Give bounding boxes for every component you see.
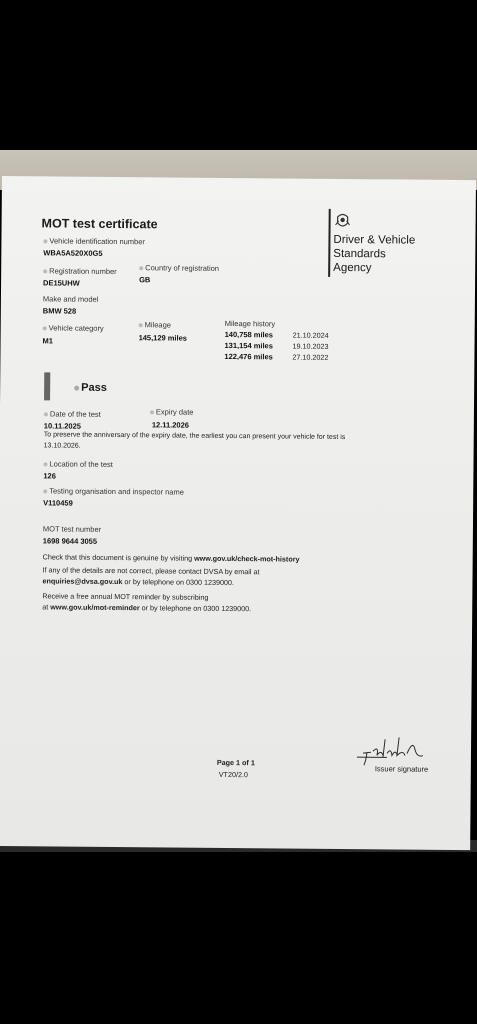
category-label: Vehicle category	[43, 323, 104, 333]
history-row-1-miles: 140,758 miles	[224, 329, 274, 340]
agency-line-3: Agency	[333, 261, 372, 275]
history-row-3-miles: 122,476 miles	[224, 351, 273, 362]
history-row-1-date: 21.10.2024	[292, 330, 329, 340]
agency-line-1: Driver & Vehicle	[333, 233, 416, 247]
royal-crest-icon	[334, 211, 352, 231]
mileage-label: Mileage	[139, 320, 171, 329]
location-label: Location of the test	[43, 459, 112, 469]
preserve-text-line-1: To preserve the anniversary of the expiry date, the earliest you can present your vehicle for test is	[43, 431, 346, 442]
mileage-value: 145,129 miles	[138, 333, 188, 343]
mot-certificate-paper	[0, 176, 476, 850]
check-line: Check that this document is genuine by visiting www.gov.uk/check-mot-history	[42, 552, 300, 564]
agency-divider	[328, 209, 330, 277]
country-value: GB	[139, 275, 151, 285]
reg-value: DE15UHW	[43, 278, 80, 288]
test-result: Pass	[74, 382, 107, 394]
country-label: Country of registration	[139, 263, 219, 273]
incorrect-line-2: enquiries@dvsa.gov.uk or by telephone on 0300 1239000.	[42, 576, 235, 588]
reminder-line-2: at www.gov.uk/mot-reminder or by telephone on 0300 1239000.	[42, 602, 252, 614]
category-value: M1	[42, 336, 54, 346]
agency-name	[333, 233, 415, 276]
history-row-3-date: 27.10.2022	[292, 352, 329, 362]
check-mot-url: www.gov.uk/check-mot-history	[194, 553, 300, 564]
vin-label: Vehicle identification number	[43, 236, 145, 246]
location-value: 126	[43, 471, 56, 481]
make-label: Make and model	[42, 294, 99, 304]
result-bar	[44, 372, 50, 400]
test-number-label: MOT test number	[42, 524, 102, 534]
incorrect-line-1: If any of the details are not correct, please contact DVSA by email at	[42, 565, 260, 577]
test-date-value: 10.11.2025	[43, 421, 81, 431]
form-code: VT20/2.0	[218, 769, 248, 780]
issuer-signature-image	[357, 709, 468, 770]
agency-line-2: Standards	[333, 247, 386, 261]
certificate-title: MOT test certificate	[41, 216, 158, 232]
test-date-label: Date of the test	[44, 409, 101, 418]
org-label: Testing organisation and inspector name	[43, 486, 184, 496]
expiry-value: 12.11.2026	[151, 420, 189, 430]
dvsa-email: enquiries@dvsa.gov.uk	[42, 576, 123, 587]
expiry-label: Expiry date	[150, 407, 194, 416]
preserve-text-line-2: 13.10.2026.	[43, 442, 81, 450]
reminder-line-1: Receive a free annual MOT reminder by subscribing	[42, 591, 209, 602]
mileage-history-label: Mileage history	[224, 318, 276, 329]
history-row-2-date: 19.10.2023	[292, 341, 329, 351]
reg-label: Registration number	[43, 266, 117, 276]
make-value: BMW 528	[42, 306, 77, 316]
page-number: Page 1 of 1	[216, 757, 255, 768]
history-row-2-miles: 131,154 miles	[224, 340, 273, 351]
test-number-value: 1698 9644 3055	[42, 536, 98, 546]
mot-reminder-url: www.gov.uk/mot-reminder	[50, 602, 140, 613]
vin-value: WBA5A520X0G5	[43, 248, 103, 258]
issuer-signature-label: Issuer signature	[374, 764, 429, 774]
org-value: V110459	[43, 498, 73, 508]
